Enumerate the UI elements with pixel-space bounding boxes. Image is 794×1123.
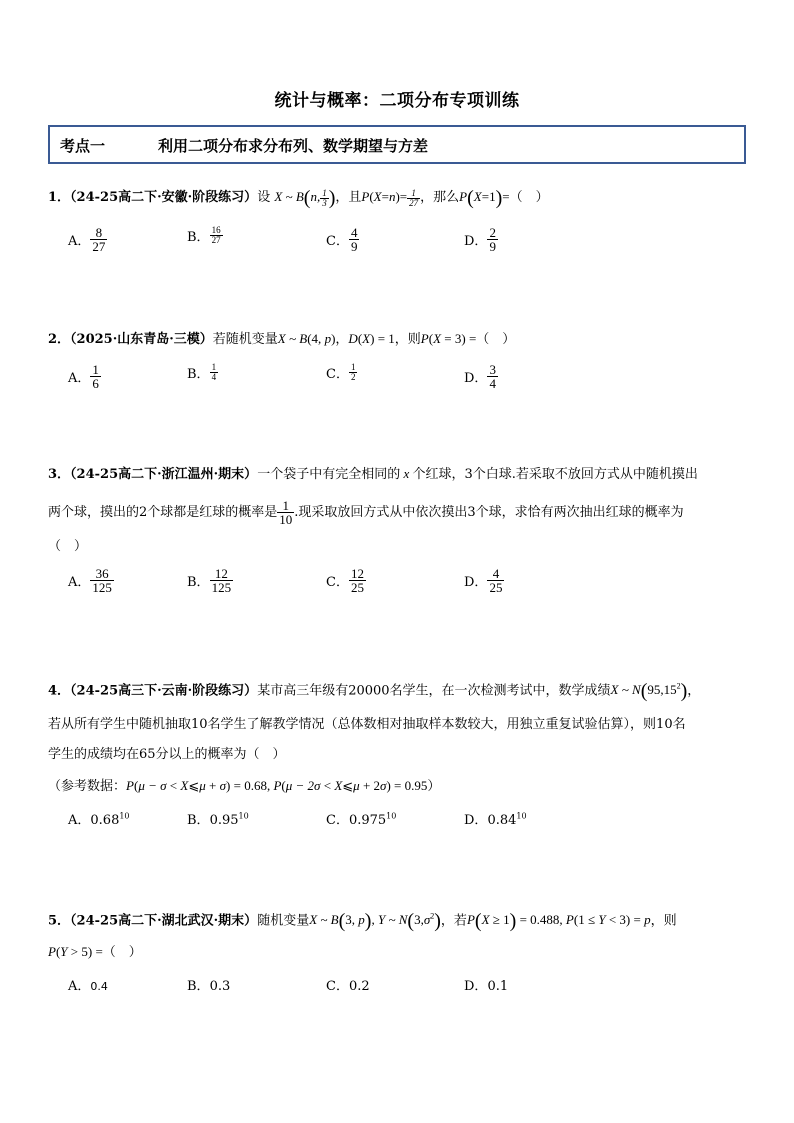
question-text: 两个球，摸出的2个球都是红球的概率是 (48, 505, 278, 520)
option-label: B． (187, 813, 210, 828)
option-label: B． (187, 575, 210, 590)
reference-end: ） (427, 779, 441, 794)
variable-x: x (400, 466, 413, 481)
formula-variance: D(X) = 1 (348, 331, 395, 346)
option-label: A． (68, 575, 91, 590)
option-value: 0.2 (348, 979, 370, 994)
option-label: B． (187, 979, 210, 994)
option-fraction: $\frac{12}{125}$ (211, 566, 232, 595)
question-number: 5． (48, 913, 71, 929)
formula-prob-3: P(X = 3) = (420, 331, 477, 346)
question-source: （24-25高二下·湖北武汉·期末） (70, 913, 258, 929)
option-d[interactable] (464, 975, 508, 994)
option-value: 0.68 (90, 813, 120, 828)
question-source: （2025·山东青岛·三模） (70, 332, 213, 347)
option-label: C． (326, 979, 349, 994)
question-source: （24-25高二下·浙江温州·期末） (70, 467, 258, 482)
option-fraction: $\frac{4}{9}$ (350, 225, 358, 254)
option-fraction: $\frac{12}{25}$ (350, 566, 364, 595)
question-number: 3． (48, 467, 71, 482)
section-header-box (48, 125, 746, 164)
question-text: 某市高三年级有20000名学生，在一次检测考试中，数学成绩 (257, 683, 611, 699)
option-value: 0.975 (348, 813, 387, 828)
question-text: 随机变量 (257, 913, 310, 929)
option-value: 0.84 (487, 813, 517, 828)
question-text: 一个袋子中有完全相同的 (257, 467, 401, 482)
question-1 (48, 187, 549, 208)
fraction-one-tenth: $\frac{1}{10}$ (279, 498, 293, 527)
option-a[interactable] (68, 226, 107, 253)
option-fraction: $\frac{1}{2}$ (350, 362, 356, 382)
option-c[interactable] (326, 363, 357, 382)
question-text: ，且 (335, 190, 362, 205)
formula-distributions: X ~ B(3, p), Y ~ $N(3,\sigma^2)$ (309, 910, 441, 933)
question-text: 若随机变量 (212, 332, 278, 347)
option-fraction: $\frac{1}{4}$ (211, 362, 217, 382)
option-value: 0.1 (487, 979, 509, 994)
option-label: D． (464, 371, 488, 386)
reference-label: （参考数据： (48, 779, 127, 794)
formula-prob-n: P(X=n)= $\frac{1}{27}$ (361, 187, 419, 208)
option-c[interactable] (326, 809, 396, 828)
question-4: 4．（24-25高三下·云南·阶段练习）某市高三年级有20000名学生，在一次检测考试中，数学成绩X ~ N(95,15$^2$)， (48, 680, 701, 703)
option-c[interactable] (326, 226, 359, 253)
option-b[interactable] (187, 226, 223, 245)
option-value: 0.95 (209, 813, 239, 828)
question-5 (48, 907, 677, 931)
option-label: A． (68, 234, 91, 249)
option-value: 0.3 (209, 979, 231, 994)
option-d[interactable] (464, 809, 527, 828)
option-fraction: $\frac{2}{9}$ (489, 225, 496, 254)
question-source: （24-25高二下·安徽·阶段练习） (70, 190, 258, 205)
option-fraction: $\frac{8}{27}$ (92, 225, 106, 254)
question-text: ， (335, 332, 349, 347)
option-d[interactable] (464, 567, 504, 594)
option-a[interactable] (68, 363, 101, 390)
formula-prob-1: P(X=1)= (459, 187, 510, 210)
formula-binomial: X ~ B(4, p) (277, 331, 336, 346)
option-label: C． (326, 234, 349, 249)
option-label: A． (68, 371, 91, 386)
option-c[interactable] (326, 567, 366, 594)
option-b[interactable] (187, 567, 233, 594)
option-b[interactable] (187, 975, 230, 994)
option-exponent: 10 (516, 811, 527, 821)
question-4-line-3: 学生的成绩均在65分以上的概率为（ ） (48, 747, 286, 762)
formula-binomial: X ~ B(n, $\frac{1}{3}$ ) (274, 187, 336, 210)
option-d[interactable] (464, 226, 498, 253)
option-label: B． (187, 230, 210, 245)
question-text: ，则 (394, 332, 421, 347)
question-text: .现采取放回方式从中依次摸出3个球，求恰有两次抽出红球的概率为 (294, 505, 684, 520)
page-title: 统计与概率：二项分布专项训练 (274, 91, 520, 111)
option-label: D． (464, 234, 488, 249)
option-d[interactable] (464, 363, 498, 390)
formula-condition: P(X ≥ 1) = 0.488, P(1 ≤ Y < 3) = p (466, 910, 651, 933)
question-4-line-2: 若从所有学生中随机抽取10名学生了解教学情况（总体数相对抽取样本数较大，用独立重复试验估算），则10名 (48, 717, 686, 732)
formula-reference: P(μ − σ < X⩽μ + σ) = 0.68, P(μ − 2σ < X⩽μ + 2σ) = 0.95 (126, 778, 428, 793)
question-number: 2． (48, 332, 71, 347)
option-label: D． (464, 979, 488, 994)
option-a[interactable] (68, 809, 130, 828)
option-fraction: $\frac{1}{6}$ (92, 362, 99, 391)
question-5-line-2 (48, 942, 142, 963)
option-fraction: $\frac{16}{27}$ (211, 225, 221, 245)
question-2 (48, 329, 515, 350)
option-b[interactable] (187, 363, 218, 382)
option-a[interactable] (68, 975, 108, 994)
question-text: 设 (257, 190, 271, 205)
option-label: D． (464, 813, 488, 828)
question-3 (48, 464, 698, 485)
question-number: 4． (48, 683, 71, 699)
option-b[interactable] (187, 809, 249, 828)
answer-blank: （ ） (476, 332, 516, 347)
formula-normal: X ~ N(95,15$^2$) (610, 680, 688, 703)
section-topic: 利用二项分布求分布列、数学期望与方差 (158, 137, 429, 155)
option-exponent: 10 (238, 811, 249, 821)
answer-blank: （ ） (509, 190, 549, 205)
answer-blank: （ ） (102, 945, 142, 960)
option-exponent: 10 (119, 811, 130, 821)
option-fraction: $\frac{36}{125}$ (92, 566, 112, 595)
option-value: 0.4 (90, 980, 108, 993)
formula-target: P(Y > 5) = (48, 944, 103, 959)
section-label: 考点一 (60, 137, 106, 155)
option-a[interactable] (68, 567, 114, 594)
question-text: 个红球，3个白球.若采取不放回方式从中随机摸出 (412, 467, 698, 482)
option-label: C． (326, 367, 349, 382)
question-3-line-2 (48, 499, 684, 526)
question-number: 1． (48, 190, 71, 205)
option-label: C． (326, 575, 349, 590)
option-label: B． (187, 367, 210, 382)
question-text: ，若 (440, 913, 467, 929)
option-exponent: 10 (386, 811, 397, 821)
option-label: C． (326, 813, 349, 828)
option-label: A． (68, 979, 91, 994)
option-c[interactable] (326, 975, 370, 994)
option-fraction: $\frac{4}{25}$ (489, 566, 503, 595)
reference-data (48, 776, 440, 797)
answer-blank: （ ） (48, 539, 88, 554)
option-label: D． (464, 575, 488, 590)
question-source: （24-25高三下·云南·阶段练习） (70, 683, 258, 699)
option-fraction: $\frac{3}{4}$ (489, 362, 496, 391)
question-text: ，则 (650, 913, 677, 929)
question-text: ，那么 (420, 190, 460, 205)
option-label: A． (68, 813, 91, 828)
